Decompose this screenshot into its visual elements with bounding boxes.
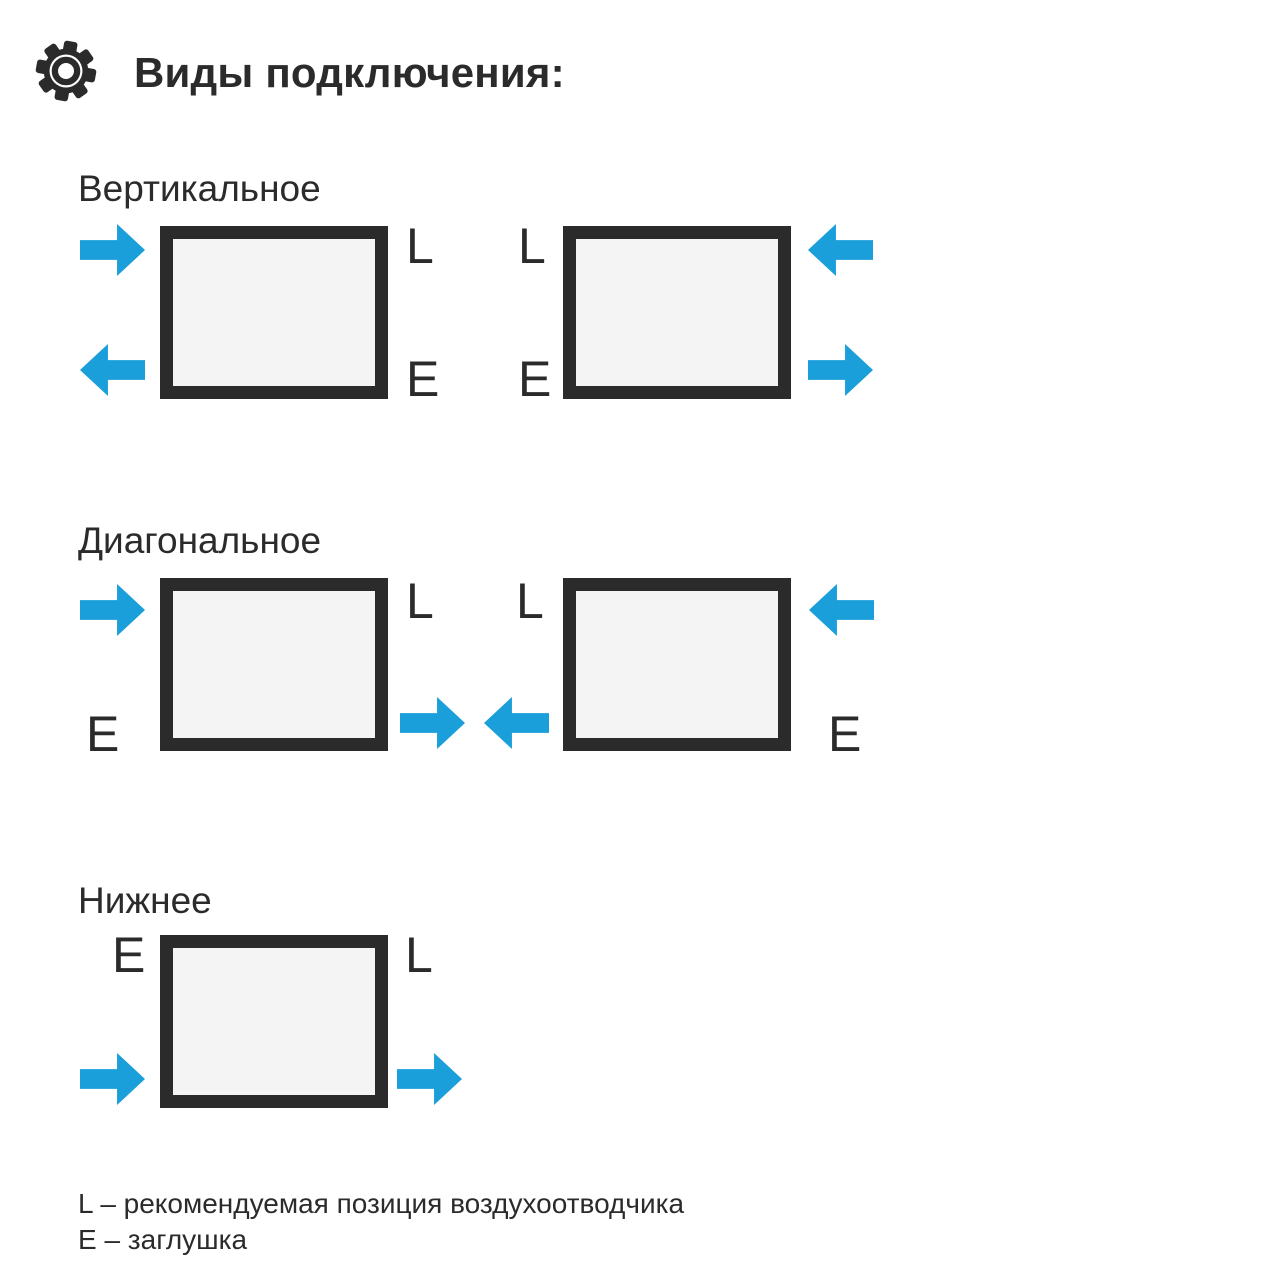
- flow-in-arrow-left-icon: [808, 224, 873, 276]
- port-label-l: L: [405, 927, 433, 983]
- radiator-body: [160, 935, 388, 1108]
- port-label-e: E: [828, 706, 862, 762]
- flow-in-arrow-right-icon: [80, 224, 145, 276]
- flow-out-arrow-right-icon: [400, 697, 465, 749]
- port-label-e: E: [86, 706, 120, 762]
- section-label-bottom: Нижнее: [78, 880, 212, 921]
- port-label-e: E: [406, 351, 440, 407]
- legend: [78, 1186, 684, 1258]
- radiator-body: [160, 226, 388, 399]
- port-label-e: E: [518, 351, 552, 407]
- port-label-l: L: [516, 573, 544, 629]
- radiator-body: [160, 578, 388, 751]
- flow-out-arrow-left-icon: [80, 344, 145, 396]
- port-label-l: L: [518, 218, 546, 274]
- page-title: Виды подключения:: [134, 49, 565, 96]
- flow-in-arrow-right-icon: [80, 1053, 145, 1105]
- flow-in-arrow-left-icon: [809, 584, 874, 636]
- port-label-l: L: [406, 218, 434, 274]
- gear-icon: [35, 40, 97, 102]
- port-label-e: E: [112, 927, 146, 983]
- flow-out-arrow-right-icon: [808, 344, 873, 396]
- flow-out-arrow-left-icon: [484, 697, 549, 749]
- port-label-l: L: [406, 573, 434, 629]
- flow-out-arrow-right-icon: [397, 1053, 462, 1105]
- radiator-body: [563, 226, 791, 399]
- section-label-vertical: Вертикальное: [78, 168, 321, 209]
- radiator-body: [563, 578, 791, 751]
- legend-line-e: E – заглушка: [78, 1224, 248, 1255]
- flow-in-arrow-right-icon: [80, 584, 145, 636]
- section-label-diagonal: Диагональное: [78, 520, 322, 561]
- legend-line-l: L – рекомендуемая позиция воздухоотводчика: [78, 1188, 685, 1219]
